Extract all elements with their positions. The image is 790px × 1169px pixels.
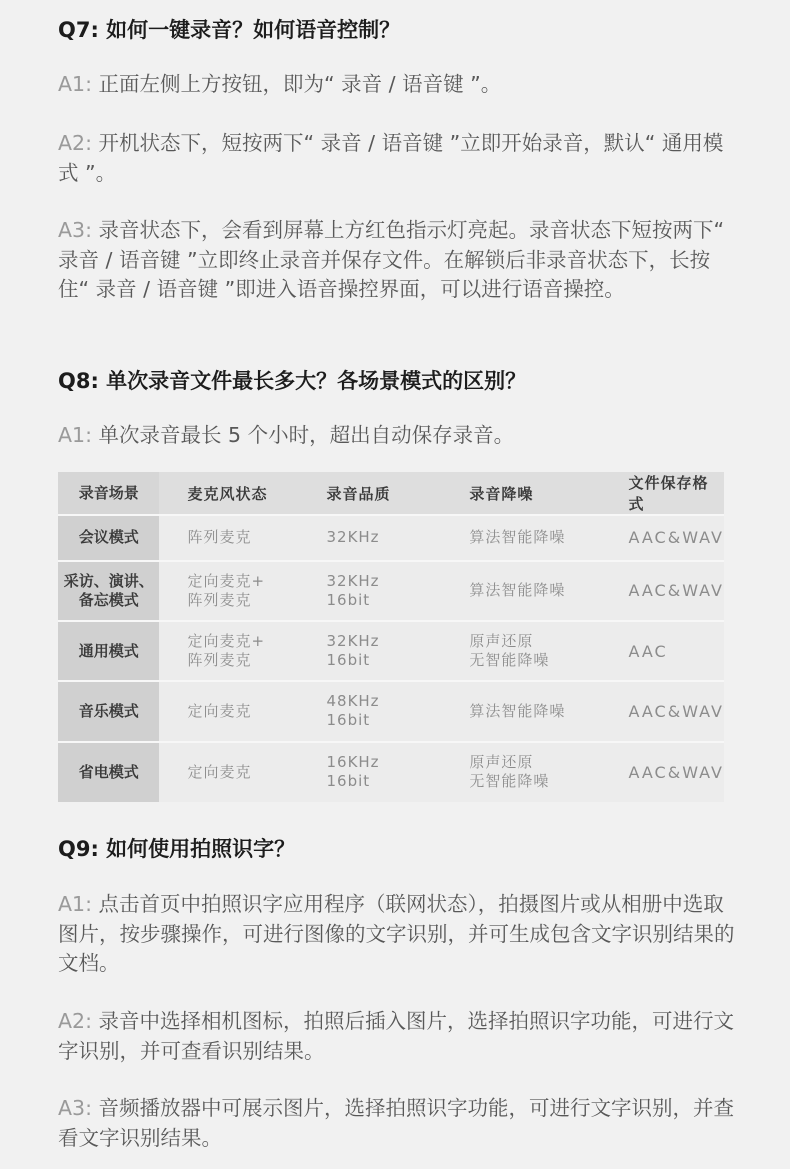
cell-quality: 32KHz	[298, 515, 441, 560]
table-row	[58, 621, 724, 681]
answer-prefix: A2:	[58, 131, 92, 155]
q8-answer-1	[58, 421, 738, 451]
cell-denoise: 原声还原 无智能降噪	[441, 621, 600, 681]
cell-scene: 省电模式	[58, 742, 159, 802]
cell-mic: 定向麦克	[159, 742, 298, 802]
cell-format: AAC&WAV	[600, 742, 724, 802]
answer-text: 单次录音最长 5 个小时，超出自动保存录音。	[98, 423, 515, 447]
table-row	[58, 742, 724, 802]
answer-text: 开机状态下，短按两下“ 录音 / 语音键 ”立即开始录音，默认“ 通用模式 ”。	[58, 131, 724, 185]
answer-prefix: A2:	[58, 1009, 92, 1033]
q9-answer-3	[58, 1094, 738, 1153]
header-quality: 录音品质	[326, 484, 391, 503]
cell-quality: 32KHz 16bit	[298, 621, 441, 681]
cell-denoise: 算法智能降噪	[441, 561, 600, 621]
q9-answer-1	[58, 890, 738, 979]
q9-answer-2	[58, 1007, 738, 1066]
answer-text: 录音中选择相机图标，拍照后插入图片，选择拍照识字功能，可进行文字识别，并可查看识别结果。	[58, 1009, 735, 1063]
q9-question: Q9: 如何使用拍照识字？	[58, 837, 296, 861]
q7-answer-1	[58, 70, 738, 100]
cell-scene: 采访、演讲、 备忘模式	[58, 561, 159, 621]
answer-prefix: A1:	[58, 72, 92, 96]
cell-mic: 定向麦克+ 阵列麦克	[159, 561, 298, 621]
q7-answer-3	[58, 216, 738, 305]
cell-scene: 通用模式	[58, 621, 159, 681]
cell-format: AAC&WAV	[600, 561, 724, 621]
answer-text: 录音状态下，会看到屏幕上方红色指示灯亮起。录音状态下短按两下“ 录音 / 语音键 ”立即终止录音并保存文件。在解锁后非录音状态下，长按住“ 录音 / 语音键 ”即进入语音操控界面，可以进行语音操控。	[58, 218, 725, 301]
header-scene: 录音场景	[58, 472, 159, 515]
table-row	[58, 561, 724, 621]
answer-text: 音频播放器中可展示图片，选择拍照识字功能，可进行文字识别，并查看文字识别结果。	[58, 1096, 735, 1150]
scene-mode-table	[58, 472, 724, 802]
header-format: 文件保存格式	[628, 474, 709, 514]
answer-prefix: A3:	[58, 218, 92, 242]
q7-question: Q7: 如何一键录音？如何语音控制？	[58, 18, 401, 42]
q8-question: Q8: 单次录音文件最长多大？各场景模式的区别？	[58, 369, 527, 393]
header-denoise: 录音降噪	[469, 484, 534, 503]
cell-mic: 定向麦克+ 阵列麦克	[159, 621, 298, 681]
cell-quality: 48KHz 16bit	[298, 681, 441, 741]
header-mic: 麦克风状态	[187, 484, 268, 503]
cell-format: AAC&WAV	[600, 515, 724, 560]
q7-answer-2	[58, 129, 738, 188]
cell-denoise: 算法智能降噪	[441, 681, 600, 741]
answer-prefix: A1:	[58, 423, 92, 447]
answer-text: 点击首页中拍照识字应用程序（联网状态），拍摄图片或从相册中选取图片，按步骤操作，可进行图像的文字识别，并可生成包含文字识别结果的文档。	[58, 892, 735, 975]
cell-mic: 定向麦克	[159, 681, 298, 741]
table-row	[58, 515, 724, 560]
answer-prefix: A3:	[58, 1096, 92, 1120]
cell-scene: 会议模式	[58, 515, 159, 560]
cell-quality: 16KHz 16bit	[298, 742, 441, 802]
answer-text: 正面左侧上方按钮，即为“ 录音 / 语音键 ”。	[98, 72, 502, 96]
cell-format: AAC	[600, 621, 724, 681]
cell-denoise: 算法智能降噪	[441, 515, 600, 560]
cell-mic: 阵列麦克	[159, 515, 298, 560]
table-header-row	[58, 472, 724, 515]
cell-format: AAC&WAV	[600, 681, 724, 741]
cell-scene: 音乐模式	[58, 681, 159, 741]
cell-denoise: 原声还原 无智能降噪	[441, 742, 600, 802]
table-row	[58, 681, 724, 741]
cell-quality: 32KHz 16bit	[298, 561, 441, 621]
answer-prefix: A1:	[58, 892, 92, 916]
